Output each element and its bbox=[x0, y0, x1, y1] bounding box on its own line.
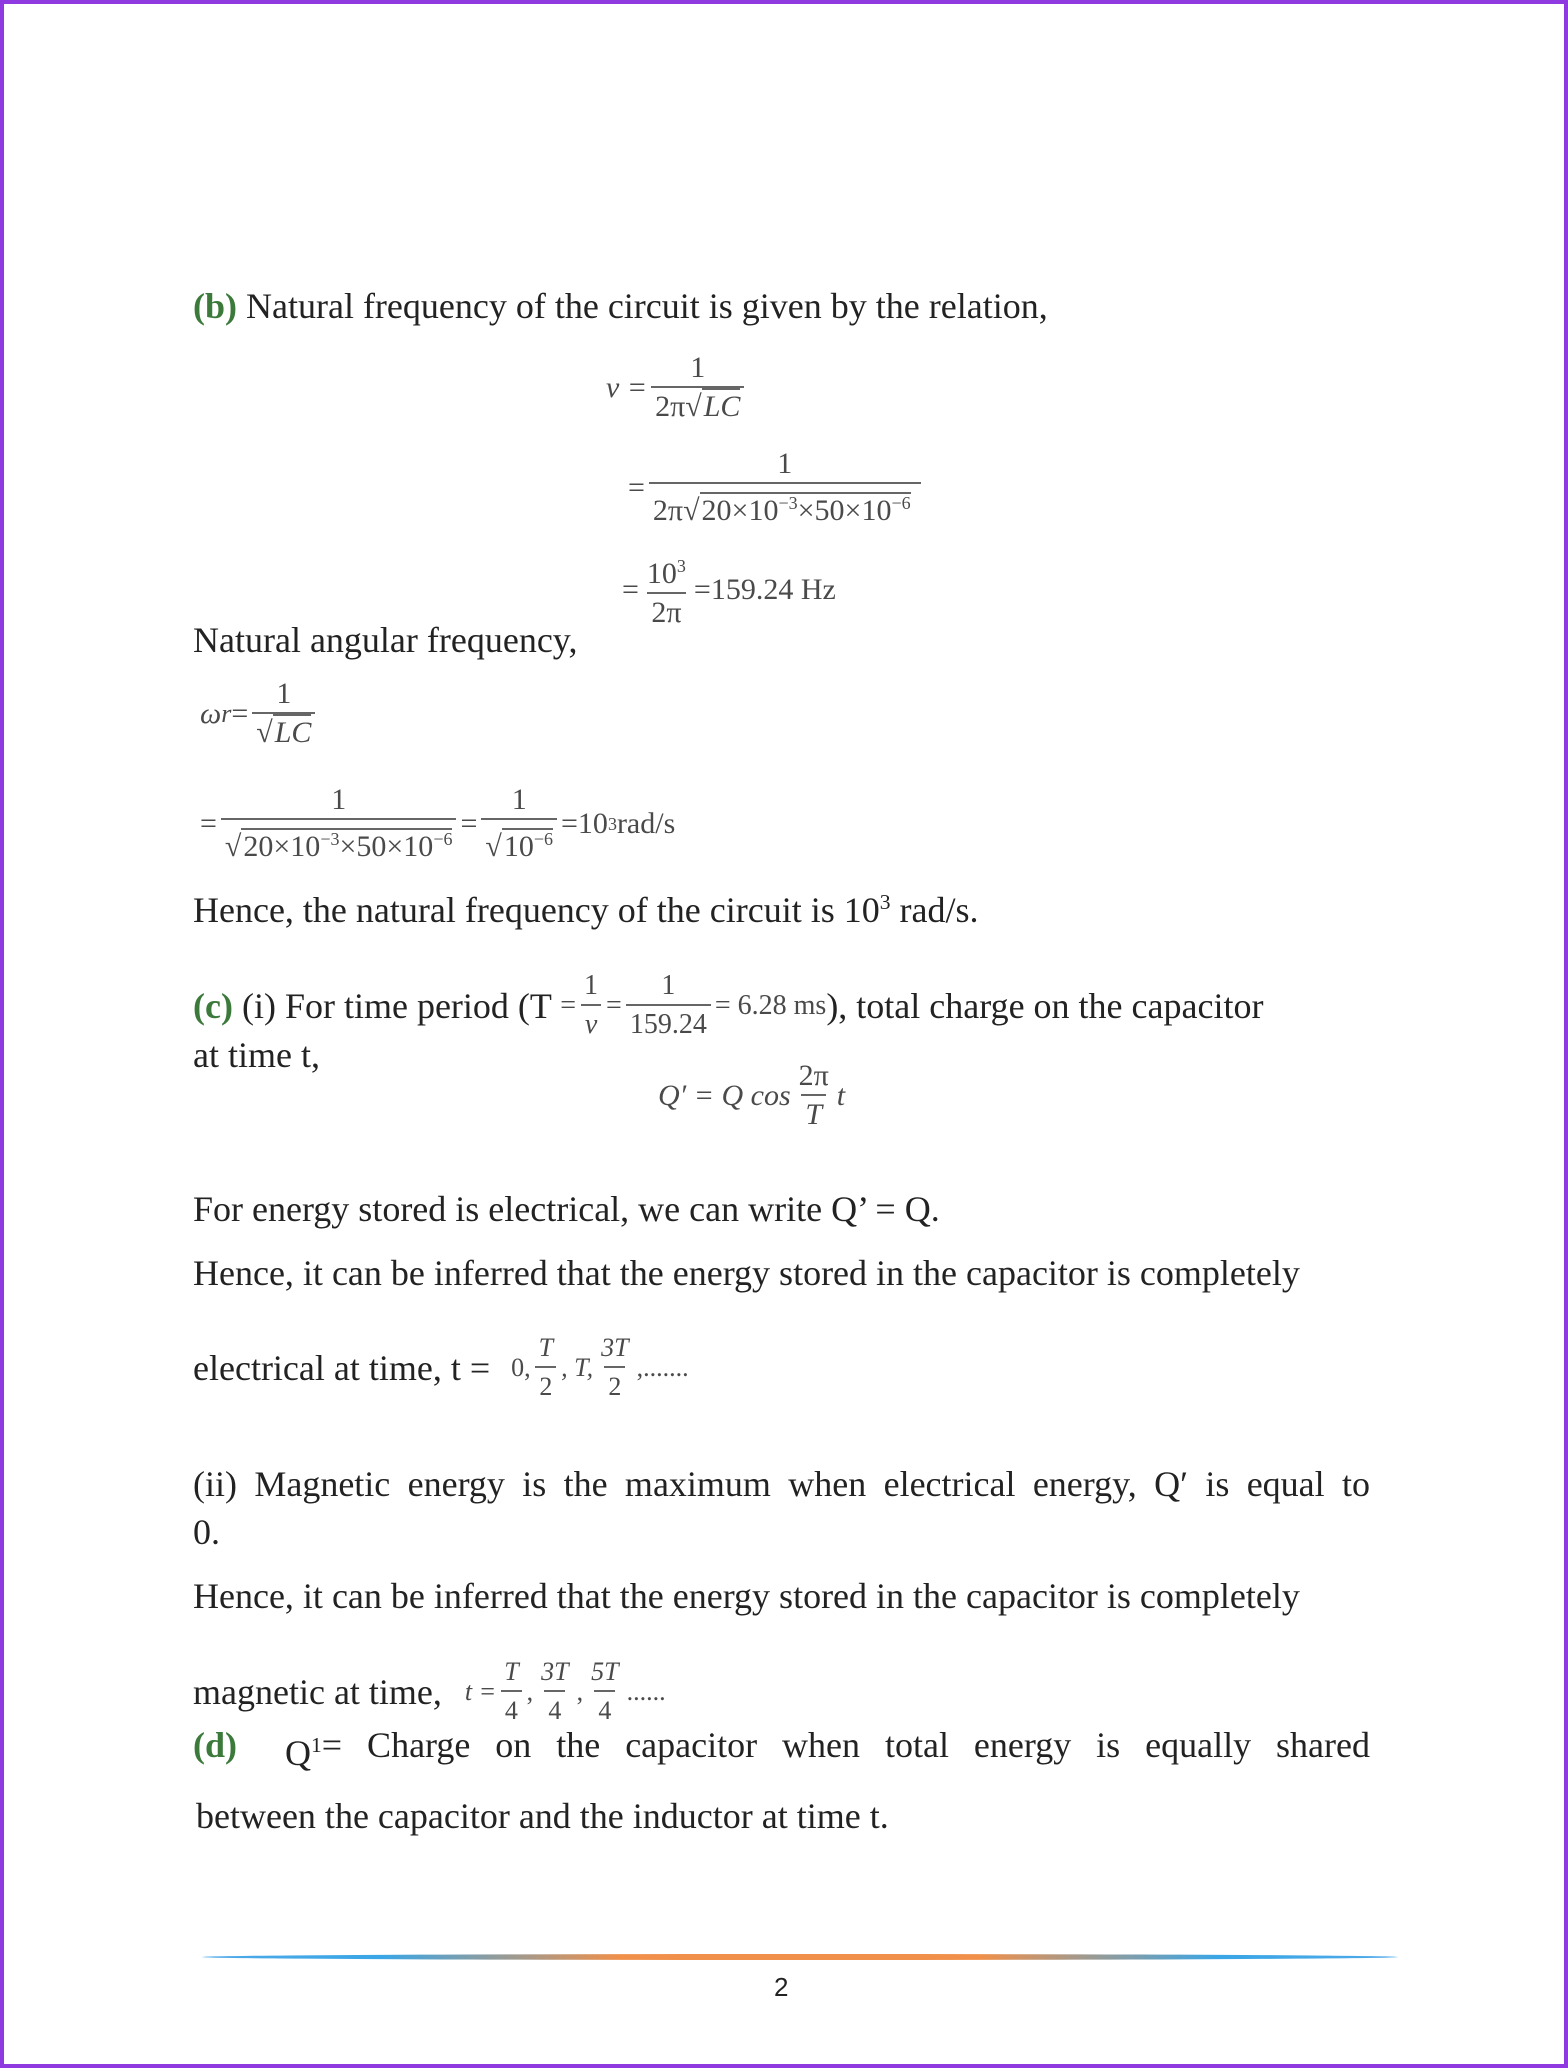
denominator: 4 bbox=[501, 1690, 522, 1730]
paragraph: Hence, it can be inferred that the energy stored in the capacitor is completely bbox=[193, 1253, 1300, 1293]
den: 20×10 bbox=[243, 830, 321, 863]
part-c-ii-cont: 0. bbox=[193, 1512, 220, 1552]
numerator: 1 bbox=[276, 677, 292, 710]
den: 2π bbox=[652, 494, 684, 527]
part-b-conclusion bbox=[193, 880, 979, 932]
part-label: (c) bbox=[193, 986, 233, 1026]
equation-omega-values: = $\frac{1}{√20\times 10^{-3}\times 50\times 10^{-6}}$ = $\frac{1}{√10^{-6}}$ =10 3 rad/s bbox=[200, 782, 675, 866]
exp: −6 bbox=[433, 829, 453, 849]
exp: 3 bbox=[607, 813, 617, 834]
part-label: (b) bbox=[193, 286, 237, 326]
den: LC bbox=[703, 390, 741, 423]
part-b-intro bbox=[193, 284, 1048, 328]
eq: = bbox=[200, 807, 217, 840]
den: 2π bbox=[655, 390, 686, 423]
numerator: 5T bbox=[591, 1657, 619, 1686]
exp: −6 bbox=[891, 493, 911, 513]
part-c-ii: (ii) Magnetic energy is the maximum when electrical energy, Q′ is equal to bbox=[193, 1464, 1370, 1504]
electrical-times bbox=[193, 1330, 689, 1406]
denominator: 2π bbox=[647, 592, 685, 632]
numerator: 3T bbox=[601, 1333, 629, 1362]
text: (i) For time period (T bbox=[232, 986, 561, 1026]
result: = 6.28 ms bbox=[714, 990, 827, 1021]
numerator: 1 bbox=[511, 783, 527, 816]
unit: rad/s bbox=[616, 807, 676, 840]
eq: = bbox=[606, 990, 622, 1021]
part-label: (d) bbox=[193, 1725, 237, 1765]
text: = Charge on the capacitor when total energy is equally shared bbox=[321, 1725, 1370, 1765]
equation-charge bbox=[658, 1058, 845, 1134]
t: t bbox=[836, 1079, 846, 1112]
lhs: Q′ = Q cos bbox=[658, 1079, 791, 1112]
subscript: r bbox=[221, 699, 232, 728]
equation-nu-result bbox=[622, 548, 836, 632]
numerator: T bbox=[504, 1657, 519, 1686]
equation-nu: ν = $\frac{1}{2\pi√LC}$ bbox=[606, 350, 748, 426]
exp: 3 bbox=[676, 556, 686, 576]
value: 0, bbox=[511, 1353, 531, 1382]
lhs: t = bbox=[464, 1677, 497, 1706]
denominator: T bbox=[801, 1094, 826, 1134]
eq: = bbox=[560, 990, 577, 1021]
numerator: 1 bbox=[584, 970, 599, 1001]
numerator: T bbox=[538, 1333, 554, 1362]
footer-divider bbox=[202, 1954, 1398, 1960]
eq: = bbox=[460, 807, 478, 840]
ellipsis: ,....... bbox=[636, 1353, 689, 1382]
numerator: 1 bbox=[777, 447, 793, 480]
denominator: ν bbox=[581, 1004, 601, 1044]
den: ×50×10 bbox=[797, 494, 892, 527]
ellipsis: ...... bbox=[626, 1677, 666, 1706]
numerator: 1 bbox=[661, 970, 676, 1001]
text: Q bbox=[285, 1733, 311, 1773]
part-c-line2: at time t, bbox=[193, 1035, 320, 1075]
paragraph: For energy stored is electrical, we can write Q’ = Q. bbox=[193, 1189, 940, 1229]
lhs: ν = bbox=[606, 371, 648, 404]
exp: 3 bbox=[879, 890, 891, 914]
eq: = bbox=[628, 471, 645, 504]
paragraph: Hence, it can be inferred that the energy stored in the capacitor is completely bbox=[193, 1576, 1300, 1616]
text: rad/s. bbox=[890, 890, 979, 930]
numerator: 10 bbox=[646, 557, 677, 590]
eq: = bbox=[622, 573, 639, 606]
eq: = bbox=[231, 697, 249, 730]
exp: −6 bbox=[533, 829, 554, 849]
page-number: 2 bbox=[774, 1972, 789, 2002]
part-d-line2: between the capacitor and the inductor at time t. bbox=[196, 1796, 889, 1836]
text: Natural frequency of the circuit is given by the relation, bbox=[237, 286, 1048, 326]
denominator: 159.24 bbox=[626, 1004, 711, 1044]
equation-nu-values: = $\frac{1}{2\pi√20\times 10^{-3}\times 50\times 10^{-6}}$ bbox=[628, 446, 925, 530]
denominator: 4 bbox=[544, 1690, 565, 1730]
angular-frequency-label: Natural angular frequency, bbox=[193, 620, 578, 660]
den: 10 bbox=[503, 830, 534, 863]
denominator: 2 bbox=[535, 1366, 556, 1406]
den: ×50×10 bbox=[339, 830, 434, 863]
text: electrical at time, t = bbox=[193, 1348, 500, 1388]
denominator: 2 bbox=[604, 1366, 625, 1406]
den: 20×10 bbox=[701, 494, 779, 527]
result: =10 bbox=[561, 807, 608, 840]
numerator: 1 bbox=[690, 351, 706, 384]
numerator: 1 bbox=[331, 783, 347, 816]
value: , T, bbox=[561, 1353, 594, 1382]
numerator: 2π bbox=[798, 1059, 829, 1092]
exp: −3 bbox=[778, 493, 798, 513]
text: magnetic at time, bbox=[193, 1672, 451, 1712]
part-c-intro bbox=[193, 968, 1263, 1044]
text: Hence, the natural frequency of the circuit is 10 bbox=[193, 890, 880, 930]
lhs: ω bbox=[200, 697, 222, 730]
magnetic-times: magnetic at time, t = $\frac{T}{4}$ , $\frac{3T}{4}$ , $\frac{5T}{4}$ ...... bbox=[193, 1654, 666, 1730]
part-d bbox=[193, 1723, 1370, 1775]
den: LC bbox=[274, 716, 312, 749]
denominator: 4 bbox=[594, 1690, 615, 1730]
result: =159.24 Hz bbox=[693, 573, 836, 606]
exp: −3 bbox=[320, 829, 340, 849]
text: ), total charge on the capacitor bbox=[826, 986, 1264, 1026]
equation-omega: ω r = $\frac{1}{√LC}$ bbox=[200, 676, 319, 752]
numerator: 3T bbox=[541, 1657, 569, 1686]
exp: 1 bbox=[311, 1733, 322, 1757]
